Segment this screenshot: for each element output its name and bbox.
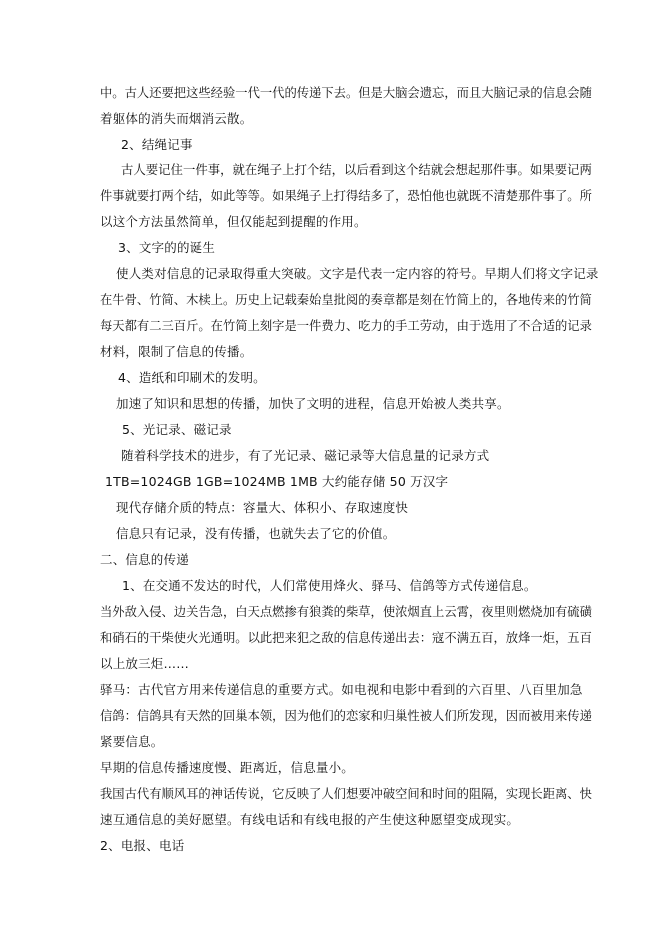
- paragraph-line: 紧要信息。: [100, 734, 164, 749]
- paragraph-line: 当外敌入侵、边关告急，白天点燃掺有狼粪的柴草，使浓烟直上云霄，夜里则燃烧加有硫磺: [100, 605, 592, 619]
- paragraph-line: 随着科学技术的进步，有了光记录、磁记录等大信息量的记录方式: [121, 448, 490, 463]
- section-heading: 3、文字的的诞生: [118, 240, 216, 255]
- section-heading: 5、光记录、磁记录: [122, 422, 232, 437]
- paragraph-line: 加速了知识和思想的传播，加快了文明的进程，信息开始被人类共享。: [116, 396, 510, 411]
- paragraph-line: 我国古代有顺风耳的神话传说，它反映了人们想要冲破空间和时间的阻隔，实现长距离、快: [100, 787, 592, 801]
- paragraph-line: 件事就要打两个结，如此等等。如果绳子上打得结多了，恐怕他也就既不清楚那件事了。所: [100, 189, 592, 203]
- paragraph-line: 速互通信息的美好愿望。有线电话和有线电报的产生使这种愿望变成现实。: [100, 812, 520, 827]
- paragraph-line: 1、在交通不发达的时代，人们常使用烽火、驿马、信鸽等方式传递信息。: [122, 578, 537, 593]
- chapter-heading: 二、信息的传递: [100, 552, 189, 567]
- paragraph-line: 古人要记住一件事，就在绳子上打个结，以后看到这个结就会想起那件事。如果要记两: [121, 162, 592, 177]
- paragraph-line: 和硝石的干柴使火光通明。以此把来犯之敌的信息传递出去：寇不满五百，放烽一炬，五百: [100, 631, 592, 645]
- paragraph-line: 使人类对信息的记录取得重大突破。文字是代表一定内容的符号。早期人们将文字记录: [116, 266, 599, 281]
- paragraph-line: 中。古人还要把这些经验一代一代的传递下去。但是大脑会遗忘，而且大脑记录的信息会随: [100, 86, 592, 100]
- paragraph-line: 信息只有记录，没有传播，也就失去了它的价值。: [116, 526, 396, 541]
- paragraph-line: 在牛骨、竹简、木椟上。历史上记载秦始皇批阅的奏章都是刻在竹简上的，各地传来的竹简: [100, 293, 592, 307]
- paragraph-line: 1TB=1024GB 1GB=1024MB 1MB 大约能存储 50 万汉字: [105, 474, 449, 489]
- section-heading: 4、造纸和印刷术的发明。: [118, 370, 266, 385]
- paragraph-line: 信鸽：信鸽具有天然的回巢本领，因为他们的恋家和归巢性被人们所发现，因而被用来传递: [100, 709, 592, 723]
- paragraph-line: 早期的信息传播速度慢、距离近，信息量小。: [100, 760, 355, 775]
- paragraph-line: 材料，限制了信息的传播。: [100, 344, 253, 359]
- paragraph-line: 每天都有二三百斤。在竹简上刻字是一件费力、吃力的手工劳动，由于选用了不合适的记录: [100, 319, 592, 333]
- paragraph-line: 以这个方法虽然简单，但仅能起到提醒的作用。: [100, 214, 367, 229]
- section-heading: 2、结绳记事: [121, 137, 193, 152]
- section-heading: 2、电报、电话: [100, 838, 185, 853]
- paragraph-line: 着躯体的消失而烟消云散。: [100, 111, 253, 126]
- paragraph-line: 现代存储介质的特点：容量大、体积小、存取速度快: [116, 500, 409, 515]
- paragraph-line: 以上放三炬……: [100, 656, 189, 671]
- paragraph-line: 驿马：古代官方用来传递信息的重要方式。如电视和电影中看到的六百里、八百里加急: [100, 682, 583, 697]
